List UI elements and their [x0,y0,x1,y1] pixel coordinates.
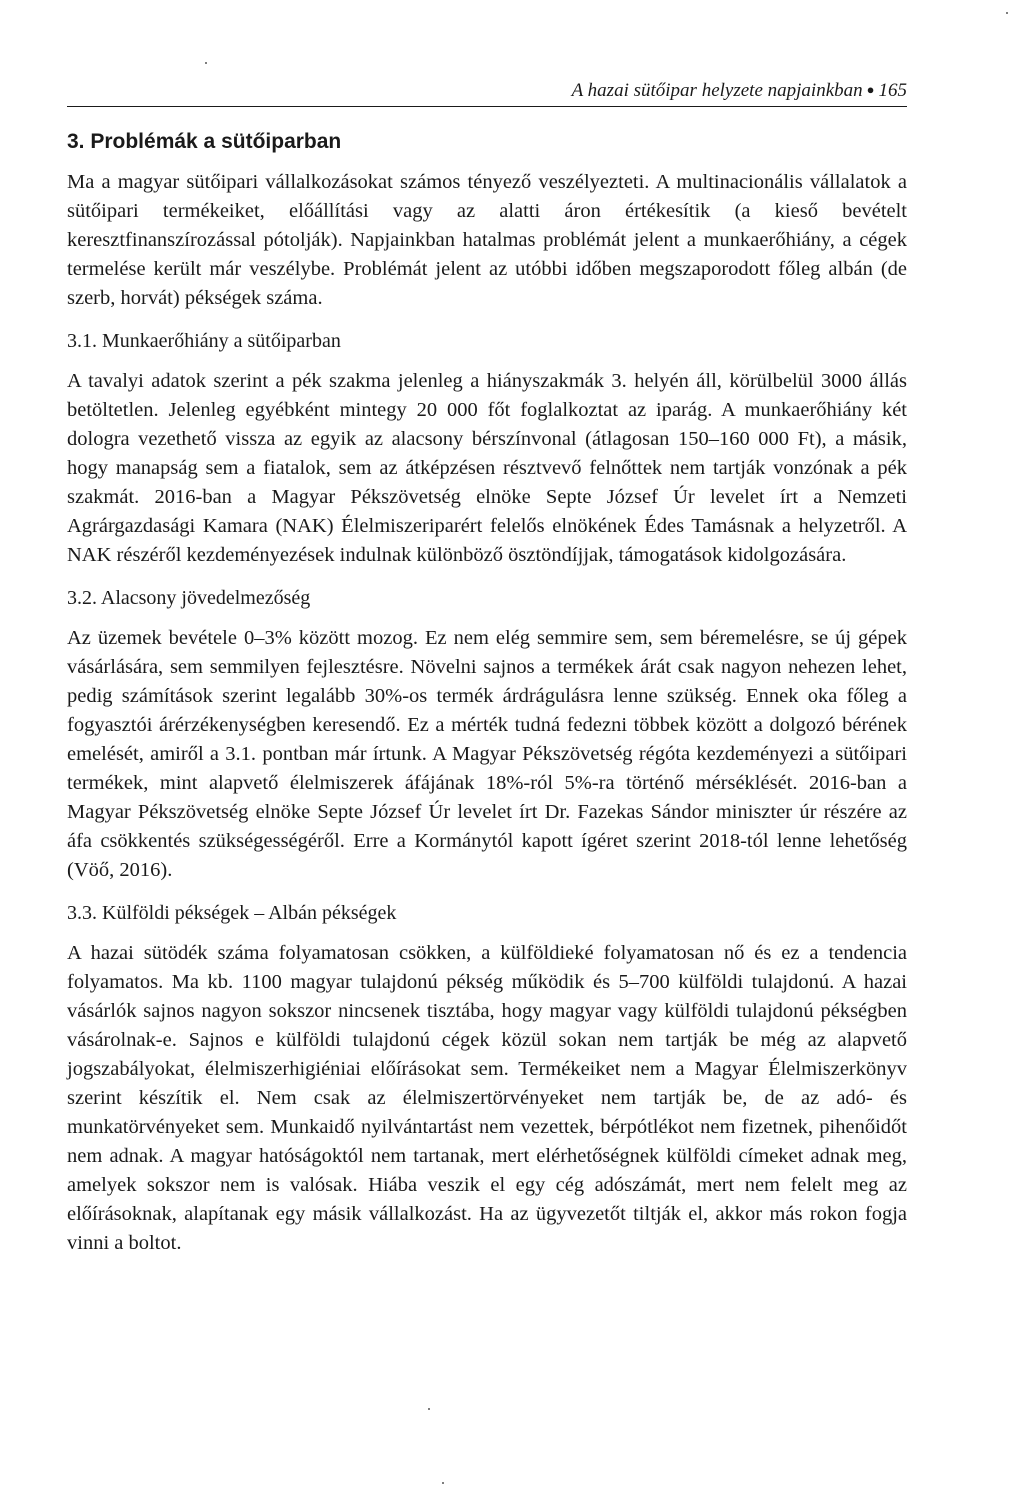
scan-speck [442,1482,444,1484]
subsection-heading-foreign-bakeries: 3.3. Külföldi pékségek – Albán pékségek [67,902,397,924]
subsection-paragraph-foreign-bakeries: A hazai sütödék száma folyamatosan csökken, a külföldieké folyamatosan nő és ez a tendencia folyamatos. Ma kb. 1100 magyar tulajdonú pékség működik és 5–700 külföldi tulajdonú. A hazai vásárlók sajnos nagyon sokszor nincsenek tisztába, hogy magyar vagy külföldi tulajdonú pékségben vásárolnak-e. Sajnos e külföldi tulajdonú cégek közül sokan nem tartják be még az alapvető jogszabályokat, élelmiszerhigiéniai előírásokat sem. Termékeiket nem a Magyar Élelmiszerkönyv szerint készítik el. Nem csak az élelmiszertörvényeket nem tartják be, de az adó- és munkatörvényeket sem. Munkaidő nyilvántartást nem vezettek, bérpótlékot nem fizetnek, pihenőidőt nem adnak. A magyar hatóságoktól nem tartanak, mert elérhetőségnek külföldi címeket adnak meg, amelyek sokszor nem is valósak. Hiába veszik el egy cég adószámát, mert nem felelt meg az előírásoknak, alapítanak egy másik vállalkozást. Ha az ügyvezetőt tiltják el, akkor más rokon fogja vinni a boltot. [67,942,907,1254]
book-page [67,0,907,1505]
scan-speck [205,62,207,64]
scan-speck [1006,12,1008,14]
page-body [67,128,907,1258]
subsection-paragraph-labor-shortage: A tavalyi adatok szerint a pék szakma jelenleg a hiányszakmák 3. helyén áll, körülbelül 3000 állás betöltetlen. Jelenleg egyébként mintegy 20 000 főt foglalkoztat az iparág. A munkaerőhiány két dologra vezethető vissza az egyik az alacsony bérszínvonal (átlagosan 150–160 000 Ft), a másik, hogy manapság sem a fiatalok, sem az átképzésen résztvevő felnőttek nem tartják vonzónak a pék szakmát. 2016-ban a Magyar Pékszövetség elnöke Septe József Úr levelet írt a Nemzeti Agrárgazdasági Kamara (NAK) Élelmiszeriparért felelős elnökének Édes Tamásnak a helyzetről. A NAK részéről kezdeményezések indulnak különböző ösztöndíjjak, támogatások kidolgozására. [67,370,907,566]
subsection-paragraph-low-profitability: Az üzemek bevétele 0–3% között mozog. Ez nem elég semmire sem, sem béremelésre, se új gépek vásárlására, sem semmilyen fejlesztésre. Növelni sajnos a termékek árát csak nagyon nehezen lehet, pedig számítások szerint legalább 30%-os termék árdrágulásra lenne szükség. Ennek oka főleg a fogyasztói árérzékenységben keresendő. Ez a mérték tudná fedezni többek között a dolgozó bérének emelését, amiről a 3.1. pontban már írtunk. A Magyar Pékszövetség régóta kezdeményezi a sütőipari termékek, mint alapvető élelmiszerek áfájának 18%-ról 5%-ra történő mérséklését. 2016-ban a Magyar Pékszövetség elnöke Septe József Úr levelet írt Dr. Fazekas Sándor miniszter úr részére az áfa csökkentés szükségességéről. Erre a Kormánytól kapott ígéret szerint 2018-tól lenne lehetőség (Vöő, 2016). [67,627,907,881]
section-heading: 3. Problémák a sütőiparban [67,130,342,153]
subsection-heading-labor-shortage: 3.1. Munkaerőhiány a sütőiparban [67,330,341,352]
scan-speck [428,1408,430,1410]
subsection-heading-low-profitability: 3.2. Alacsony jövedelmezőség [67,587,311,609]
running-title: A hazai sütőipar helyzete napjainkban [571,80,863,101]
bullet-separator: ● [866,82,875,97]
running-header [67,78,907,107]
section-intro-paragraph: Ma a magyar sütőipari vállalkozásokat számos tényező veszélyezteti. A multinacionális vállalatok a sütőipari termékeiket, előállítási vagy az alatti áron értékesítik (a kieső bevételt keresztfinanszírozással pótolják). Napjainkban hatalmas problémát jelent a munkaerőhiány, a cégek termelése került már veszélybe. Problémát jelent az utóbbi időben megszaporodott főleg albán (de szerb, horvát) pékségek száma. [67,171,907,309]
page-number: 165 [878,80,907,101]
